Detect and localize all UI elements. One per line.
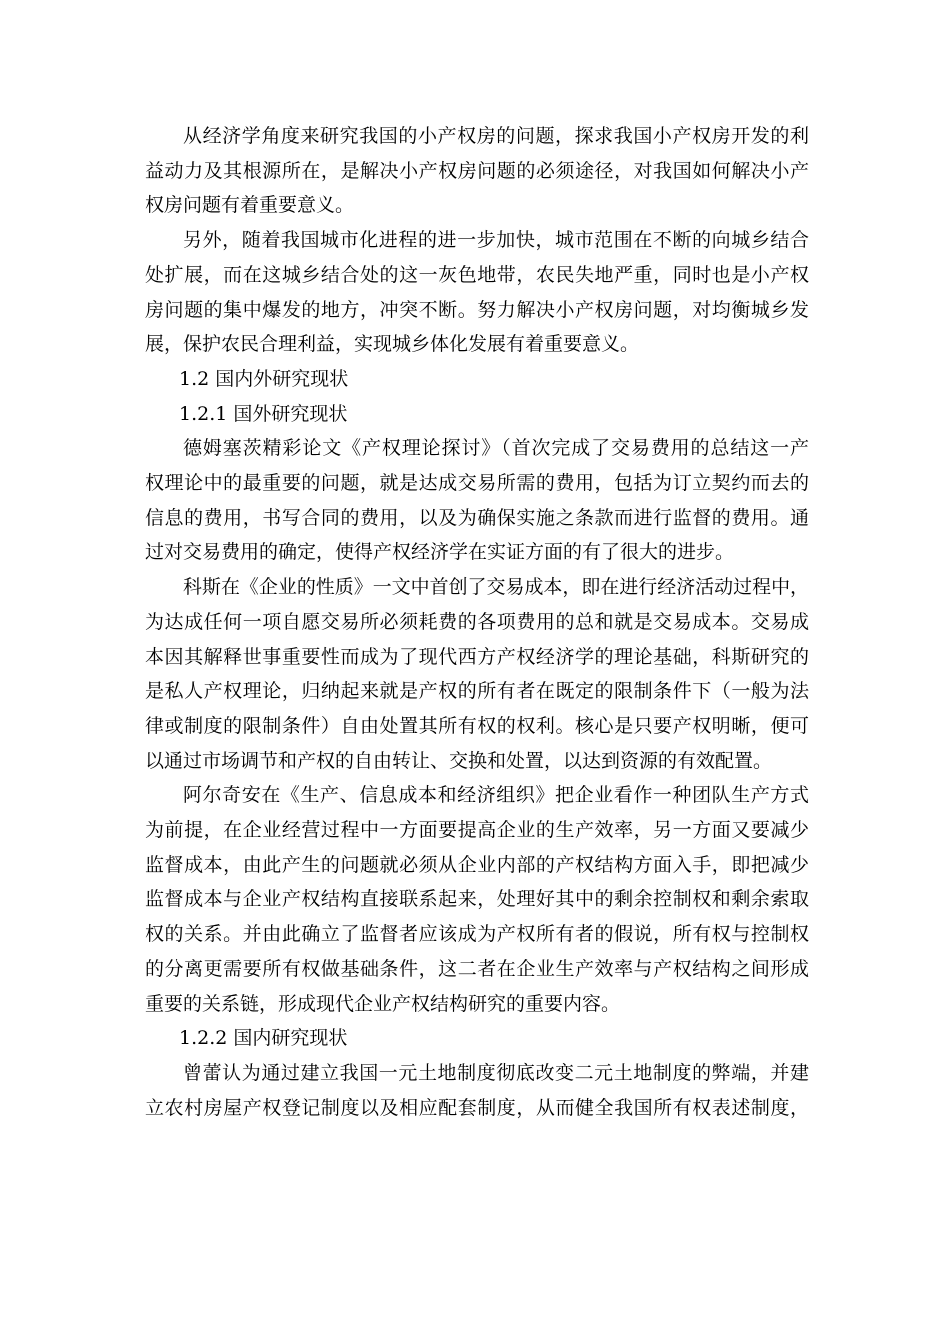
body-paragraph [145,570,809,778]
paragraph-line: 监督成本，由此产生的问题就必须从企业内部的产权结构方面入手，即把减少 [145,853,809,876]
section-heading: 1.2 国内外研究现状 [179,367,349,390]
paragraph-line: 权的关系。并由此确立了监督者应该成为产权所有者的假说，所有权与控制权 [145,923,809,946]
paragraph-line: 为达成任何一项自愿交易所必须耗费的各项费用的总和就是交易成本。交易成 [145,610,809,633]
paragraph-line: 律或制度的限制条件）自由处置其所有权的权利。核心是只要产权明晰，便可 [145,714,809,737]
paragraph-line: 是私人产权理论，归纳起来就是产权的所有者在既定的限制条件下（一般为法 [145,680,809,703]
paragraph-line: 信息的费用，书写合同的费用，以及为确保实施之条款而进行监督的费用。通 [145,506,809,529]
paragraph-line: 益动力及其根源所在，是解决小产权房问题的必须途径，对我国如何解决小产 [145,159,809,182]
paragraph-line: 从经济学角度来研究我国的小产权房的问题，探求我国小产权房开发的利 [183,125,809,147]
paragraph-line: 以通过市场调节和产权的自由转让、交换和处置，以达到资源的有效配置。 [145,749,773,772]
paragraph-line: 科斯在《企业的性质》一文中首创了交易成本，即在进行经济活动过程中， [183,576,809,599]
paragraph-line: 另外，随着我国城市化进程的进一步加快，城市范围在不断的向城乡结合 [183,229,809,252]
body-paragraph [145,431,809,570]
paragraph-line: 为前提，在企业经营过程中一方面要提高企业的生产效率，另一方面又要减少 [145,819,809,842]
document-body [145,119,809,1125]
body-paragraph [145,778,809,1021]
paragraph-line: 处扩展，而在这城乡结合处的这一灰色地带，农民失地严重，同时也是小产权 [145,263,809,286]
body-paragraph [145,119,809,223]
paragraph-line: 重要的关系链，形成现代企业产权结构研究的重要内容。 [145,992,621,1015]
paragraph-line: 监督成本与企业产权结构直接联系起来，处理好其中的剩余控制权和剩余索取 [145,888,809,911]
paragraph-line: 房问题的集中爆发的地方，冲突不断。努力解决小产权房问题，对均衡城乡发 [145,298,809,321]
section-heading: 1.2.1 国外研究现状 [179,402,348,425]
paragraph-line: 曾蕾认为通过建立我国一元土地制度彻底改变二元土地制度的弊端，并建 [183,1061,809,1084]
body-paragraph [145,1056,809,1125]
paragraph-line: 展，保护农民合理利益，实现城乡体化发展有着重要意义。 [145,333,640,356]
paragraph-line: 权理论中的最重要的问题，就是达成交易所需的费用，包括为订立契约而去的 [145,472,809,495]
paragraph-line: 过对交易费用的确定，使得产权经济学在实证方面的有了很大的进步。 [145,541,735,564]
paragraph-line: 本因其解释世事重要性而成为了现代西方产权经济学的理论基础，科斯研究的 [145,645,809,668]
paragraph-line: 立农村房屋产权登记制度以及相应配套制度，从而健全我国所有权表述制度， [145,1096,809,1119]
section-heading: 1.2.2 国内研究现状 [179,1027,348,1050]
body-paragraph [145,223,809,362]
paragraph-line: 的分离更需要所有权做基础条件，这二者在企业生产效率与产权结构之间形成 [145,957,809,980]
paragraph-line: 权房问题有着重要意义。 [145,194,355,217]
paragraph-line: 德姆塞茨精彩论文《产权理论探讨》（首次完成了交易费用的总结这一产 [183,437,809,460]
paragraph-line: 阿尔奇安在《生产、信息成本和经济组织》把企业看作一种团队生产方式 [183,784,809,807]
